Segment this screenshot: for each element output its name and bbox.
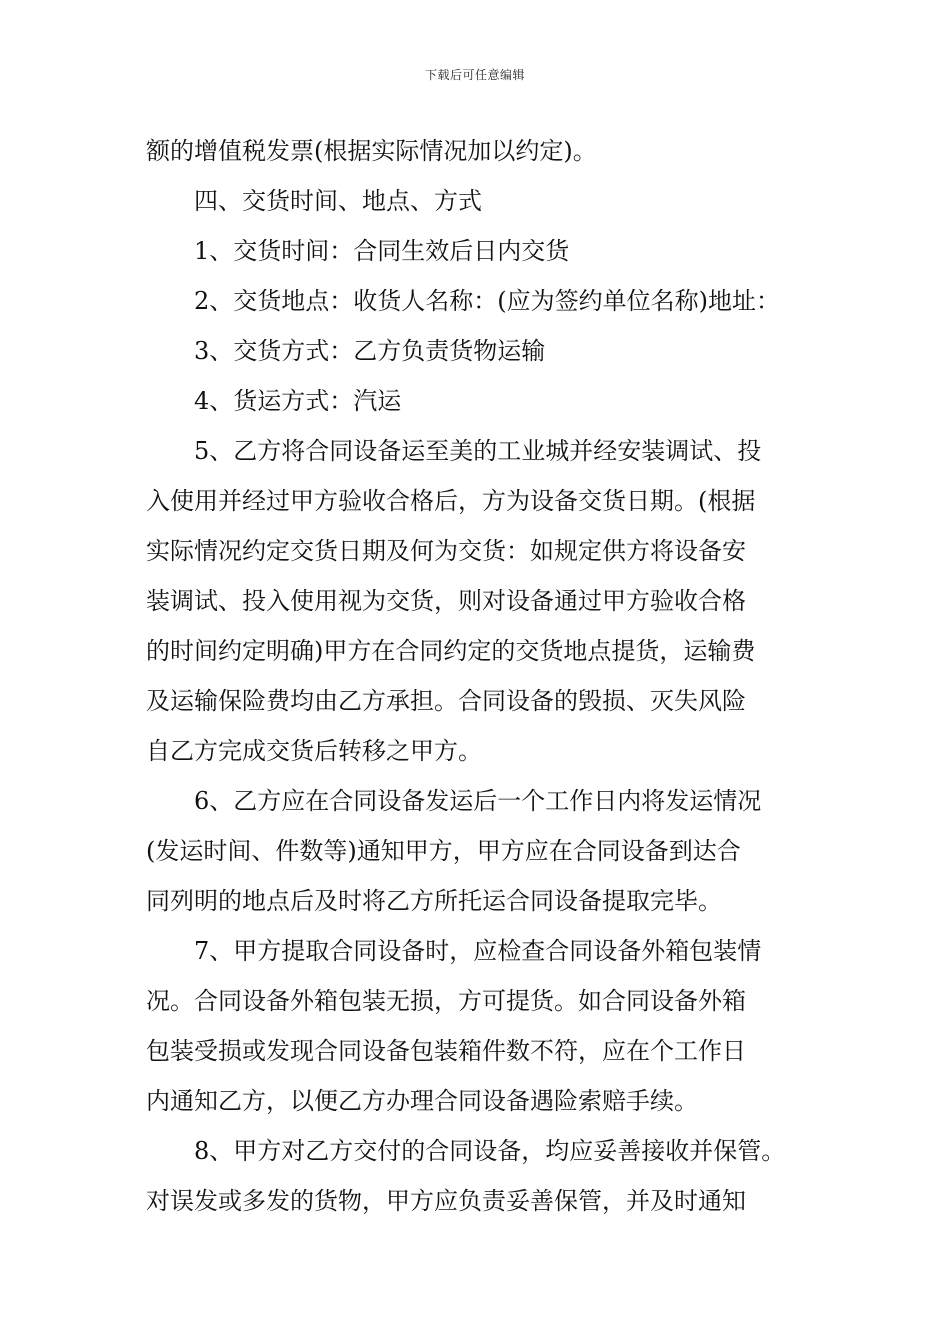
text-line: 自乙方完成交货后转移之甲方。 — [146, 737, 482, 765]
text-line: 3、交货方式：乙方负责货物运输 — [194, 337, 546, 365]
text-line: (发运时间、件数等)通知甲方，甲方应在合同设备到达合 — [146, 837, 741, 865]
text-line: 5、乙方将合同设备运至美的工业城并经安装调试、投 — [194, 437, 762, 465]
text-line: 1、交货时间：合同生效后日内交货 — [194, 237, 570, 265]
text-line: 包装受损或发现合同设备包装箱件数不符，应在个工作日 — [146, 1037, 746, 1065]
text-line: 况。合同设备外箱包装无损，方可提货。如合同设备外箱 — [146, 987, 746, 1015]
text-line: 8、甲方对乙方交付的合同设备，均应妥善接收并保管。 — [194, 1137, 786, 1165]
text-line: 内通知乙方，以便乙方办理合同设备遇险索赔手续。 — [146, 1087, 698, 1115]
text-line: 2、交货地点：收货人名称：(应为签约单位名称)地址： — [194, 287, 780, 315]
section-heading: 四、交货时间、地点、方式 — [194, 187, 482, 215]
document-body — [146, 130, 826, 1230]
text-line: 额的增值税发票(根据实际情况加以约定)。 — [146, 137, 597, 165]
text-line: 的时间约定明确)甲方在合同约定的交货地点提货，运输费 — [146, 637, 756, 665]
text-line: 7、甲方提取合同设备时，应检查合同设备外箱包装情 — [194, 937, 762, 965]
page-header: 下载后可任意编辑 — [424, 68, 525, 82]
text-line: 对误发或多发的货物，甲方应负责妥善保管，并及时通知 — [146, 1187, 746, 1215]
text-line: 实际情况约定交货日期及何为交货：如规定供方将设备安 — [146, 537, 746, 565]
text-line: 6、乙方应在合同设备发运后一个工作日内将发运情况 — [194, 787, 762, 815]
text-line: 4、货运方式：汽运 — [194, 387, 402, 415]
text-line: 入使用并经过甲方验收合格后，方为设备交货日期。(根据 — [146, 487, 756, 515]
text-line: 及运输保险费均由乙方承担。合同设备的毁损、灭失风险 — [146, 687, 746, 715]
text-line: 同列明的地点后及时将乙方所托运合同设备提取完毕。 — [146, 887, 722, 915]
text-line: 装调试、投入使用视为交货，则对设备通过甲方验收合格 — [146, 587, 746, 615]
